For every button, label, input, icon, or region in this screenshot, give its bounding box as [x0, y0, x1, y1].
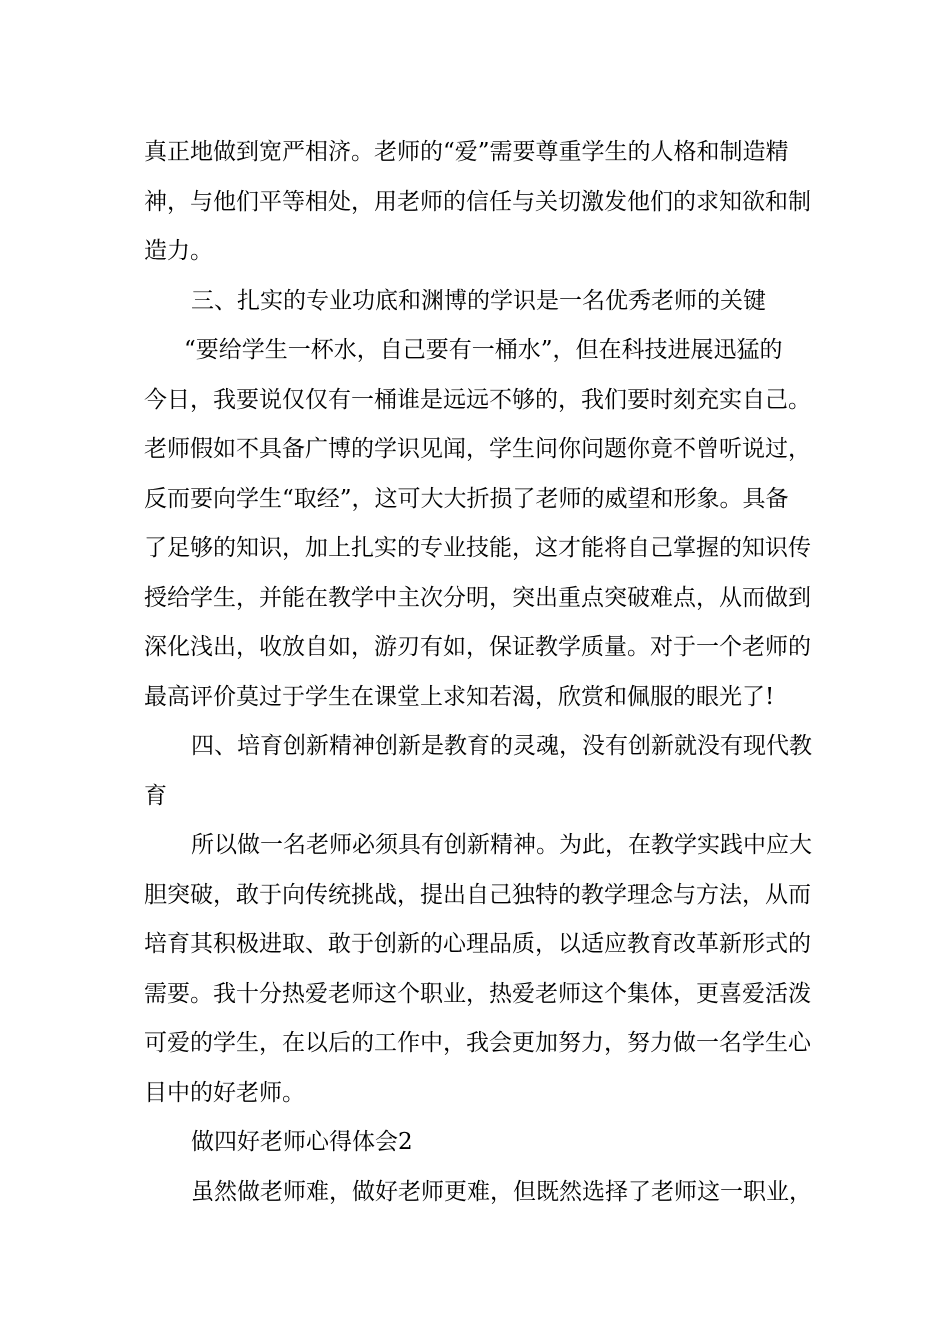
section-heading-continuation: 育: [144, 783, 167, 809]
paragraph-line: 神，与他们平等相处，用老师的信任与关切激发他们的求知欲和制: [144, 189, 811, 215]
paragraph-line: 了足够的知识，加上扎实的专业技能，这才能将自己掌握的知识传: [144, 535, 811, 561]
paragraph-line: 可爱的学生，在以后的工作中，我会更加努力，努力做一名学生心: [144, 1030, 811, 1056]
paragraph-line: 虽然做老师难，做好老师更难，但既然选择了老师这一职业，: [191, 1179, 812, 1205]
paragraph-line: “要给学生一杯水，自己要有一桶水”，但在科技进展迅猛的: [184, 337, 783, 363]
section-heading: 三、扎实的专业功底和渊博的学识是一名优秀老师的关键: [191, 288, 766, 314]
paragraph-line: 所以做一名老师必须具有创新精神。为此，在教学实践中应大: [191, 832, 812, 858]
paragraph-line: 最高评价莫过于学生在课堂上求知若渴，欣赏和佩服的眼光了!: [144, 684, 775, 710]
paragraph-line: 深化浅出，收放自如，游刃有如，保证教学质量。对于一个老师的: [144, 634, 811, 660]
article-title: 做四好老师心得体会2: [191, 1129, 413, 1155]
paragraph-line: 需要。我十分热爱老师这个职业，热爱老师这个集体，更喜爱活泼: [144, 981, 811, 1007]
paragraph-line: 胆突破，敢于向传统挑战，提出自己独特的教学理念与方法，从而: [144, 882, 811, 908]
paragraph-line: 目中的好老师。: [144, 1080, 305, 1106]
paragraph-line: 反而要向学生“取经”，这可大大折损了老师的威望和形象。具备: [144, 486, 789, 512]
paragraph-line: 老师假如不具备广博的学识见闻，学生问你问题你竟不曾听说过，: [144, 436, 811, 462]
section-heading: 四、培育创新精神创新是教育的灵魂，没有创新就没有现代教: [191, 733, 812, 759]
paragraph-line: 授给学生，并能在教学中主次分明，突出重点突破难点，从而做到: [144, 585, 811, 611]
paragraph-line: 今日，我要说仅仅有一桶谁是远远不够的，我们要时刻充实自己。: [144, 387, 811, 413]
paragraph-line: 培育其积极进取、敢于创新的心理品质，以适应教育改革新形式的: [144, 931, 811, 957]
paragraph-line: 造力。: [144, 238, 213, 264]
paragraph-line: 真正地做到宽严相济。老师的“爱”需要尊重学生的人格和制造精: [144, 139, 789, 165]
